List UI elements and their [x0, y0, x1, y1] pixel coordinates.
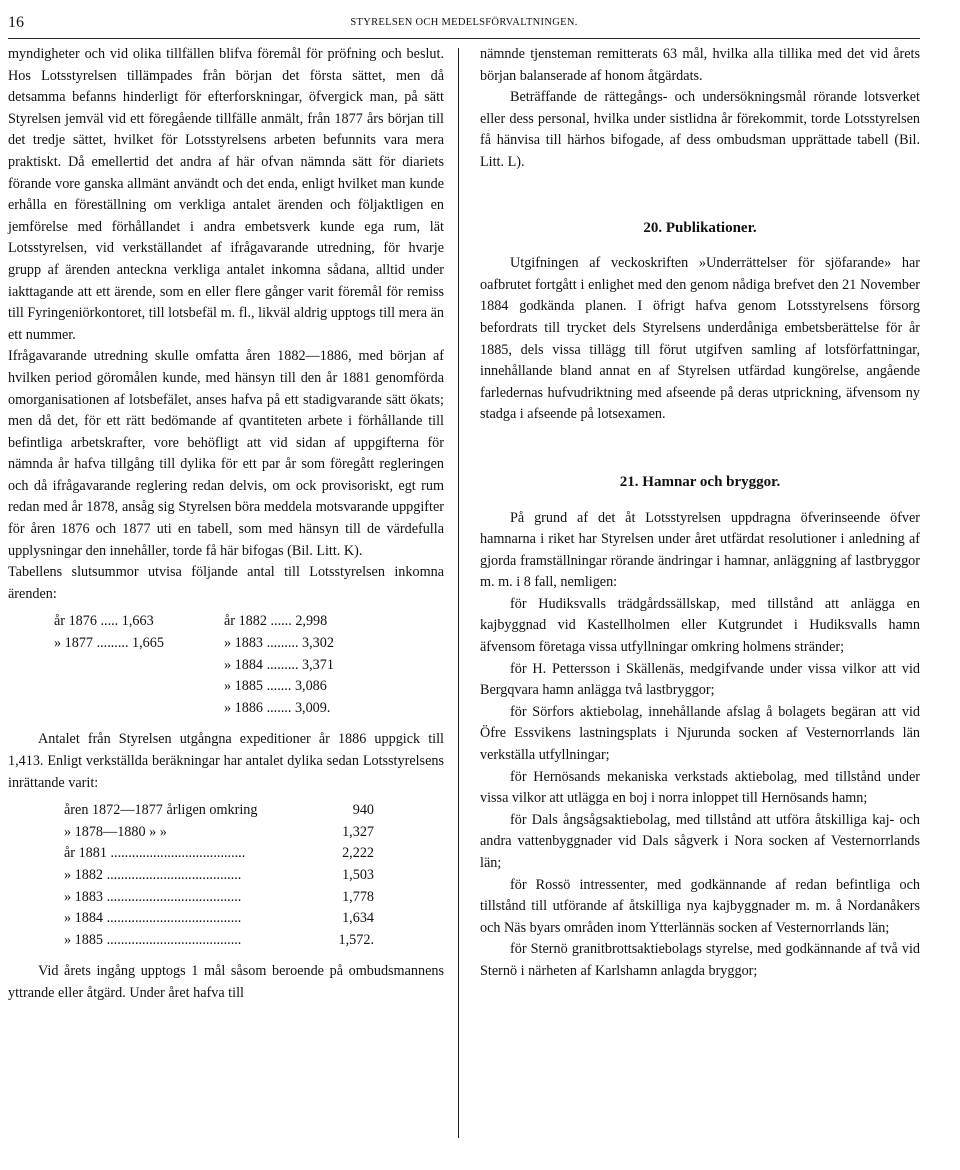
cases-cell: » 1886 ....... 3,009. — [224, 699, 331, 716]
right-column — [480, 44, 920, 983]
cases-cell-empty — [54, 655, 224, 677]
cases-cell: år 1882 ...... 2,998 — [224, 613, 328, 630]
list-item: för Sörfors aktiebolag, innehållande afslag å bolagets begäran att vid Öfre Essvikens lastningsplats i Njurunda socken af Vesternorrlands län verkställa utfyllningar; — [480, 703, 920, 764]
expeditions-label: » 1884 ...................................... — [64, 910, 242, 927]
left-paragraph-4: Antalet från Styrelsen utgångna expeditioner år 1886 uppgick till 1,413. Enligt verkställda beräkningar har antalet dylika sedan Lotsstyrelsens inrättande varit: — [8, 731, 444, 791]
right-paragraph-3: Utgifningen af veckoskriften »Underrättelser för sjöfarande» har oafbrutet fortgått i enlighet med den genom nådiga brefvet den 21 November 1884 godkända planen. I öfrigt hafva genom Lotsstyrelsens försorg befordrats till trycket dels Styrelsens underdåniga embetsberättelse för år 1885, dels vissa tillägg till förut utgifven samling af lotsförfattningar, innehållande bland annat en af Styrelsen utfärdad kungörelse, angående farledernas hufvudriktning med afseende på deras utprickning, äfvensom ny stadga i afseende på lotsexamen. — [480, 255, 920, 423]
left-column — [8, 44, 444, 1005]
right-paragraph-1: nämnde tjensteman remitterats 63 mål, hvilka alla tillika med det vid årets början balanserade af honom åtgärdats. — [480, 46, 920, 84]
expeditions-label: » 1883 ...................................... — [64, 888, 242, 905]
expeditions-value: 1,634 — [342, 910, 374, 927]
expeditions-label: åren 1872—1877 årligen omkring — [64, 802, 258, 819]
expeditions-label: år 1881 ...................................... — [64, 845, 246, 862]
expeditions-value: 1,327 — [342, 823, 374, 840]
expeditions-value: 1,778 — [342, 888, 374, 905]
list-item: för H. Pettersson i Skällenäs, medgifvande under vissa vilkor att vid Bergqvara hamn anlägga två lastbryggor; — [480, 660, 920, 699]
expeditions-row — [64, 930, 374, 952]
cases-cell-empty — [54, 676, 224, 698]
cases-cell-empty — [54, 698, 224, 720]
right-paragraph-2: Beträffande de rättegångs- och undersökningsmål rörande lotsverket eller dess personal, hvilka under sistlidna år förekommit, torde Lotsstyrelsen få hänvisa till härhos bifogade, af dess ombudsman upprättade tabell (Bil. Litt. L). — [480, 89, 920, 170]
expeditions-row — [64, 822, 374, 844]
list-item: för Dals ångsågsaktiebolag, med tillstånd att utföra åtskilliga kaj- och andra vattenbyggnader vid Dals sågverk i Nora socken af Vesternorrlands län; — [480, 811, 920, 871]
list-item: för Rossö intressenter, med godkännande af redan befintliga och tillstånd till utförande af åtskilliga nya kajbyggnader m. m. å Nordanåkers och Näs byars områden inom Ytterlännäs socken af Vesternorrlands län; — [480, 876, 920, 936]
expeditions-row — [64, 843, 374, 865]
list-item: för Hudiksvalls trädgårdssällskap, med tillstånd att anlägga en kajbyggnad vid Kastellholmen eller Kutgrundet i Hudiksvalls hamn äfvensom företaga vissa utfyllningar omkring holmens stränder; — [480, 595, 920, 656]
cases-cell: » 1884 ......... 3,371 — [224, 656, 334, 673]
left-paragraph-3: Tabellens slutsummor utvisa följande antal till Lotsstyrelsen inkomna ärenden: — [8, 564, 444, 602]
expeditions-row — [64, 908, 374, 930]
left-paragraph-5: Vid årets ingång upptogs 1 mål såsom beroende på ombudsmannens yttrande eller åtgärd. Under året hafva till — [8, 963, 444, 1001]
expeditions-label: » 1882 ...................................... — [64, 866, 242, 883]
page-header — [8, 14, 920, 36]
cases-cell: år 1876 ..... 1,663 — [54, 613, 154, 630]
cases-cell: » 1885 ....... 3,086 — [224, 678, 327, 695]
expeditions-value: 1,503 — [342, 866, 374, 883]
expeditions-label: » 1878—1880 » » — [64, 823, 167, 840]
left-paragraph-2: Ifrågavarande utredning skulle omfatta åren 1882—1886, med början af hvilken period göromålen kunde, med hänsyn till den år 1881 genomförda omorganisationen af lotsbefälet, anses hafva på ett stadigvarande sätt ökats; men då det, för ett rätt bedömande af qvantiteten arbete i förhållande till befintliga arbetskrafter, vore behöfligt att vid sidan af uppgifterna för nämnda år hafva tillgång till dylika för ett par år som föregått regleringen och då ifrågavarande reglering redan delvis, om ock provisoriskt, egt rum redan med år 1878, ansåg sig Styrelsen böra meddela motsvarande uppgifter för åren 1876 och 1877 uti en tabell, som med hänsyn till de värdefulla upplysningar den innehåller, torde få här bifogas (Bil. Litt. K). — [8, 348, 444, 559]
cases-cell: » 1877 ......... 1,665 — [54, 635, 164, 652]
expeditions-label: » 1885 ...................................... — [64, 931, 242, 948]
expeditions-table — [64, 800, 444, 951]
running-head: STYRELSEN OCH MEDELSFÖRVALTNINGEN. — [350, 17, 578, 28]
column-divider — [458, 48, 459, 1138]
expeditions-row — [64, 800, 374, 822]
cases-table — [54, 611, 444, 719]
page-number: 16 — [8, 14, 24, 31]
expeditions-row — [64, 887, 374, 909]
section-heading-publications: 20. Publikationer. — [643, 219, 757, 236]
right-paragraph-4: På grund af det åt Lotsstyrelsen uppdragna öfverinseende öfver hamnarna i riket har Styrelsen under året utfärdat resolutioner i anledning af gjorda framställningar rörande ändringar i hamnar, anläggning af lastbryggor m. m. i 8 fall, nemligen: — [480, 509, 920, 591]
header-rule — [8, 38, 920, 39]
expeditions-row — [64, 865, 374, 887]
list-item: för Sternö granitbrottsaktiebolags styrelse, med godkännande af två vid Sternö i närheten af Karlshamn anlagda bryggor; — [480, 941, 920, 979]
section-heading-harbours: 21. Hamnar och bryggor. — [619, 473, 781, 490]
expeditions-value: 940 — [352, 802, 374, 819]
cases-cell: » 1883 ......... 3,302 — [224, 635, 334, 652]
expeditions-value: 1,572. — [338, 931, 374, 948]
left-paragraph-1: myndigheter och vid olika tillfällen blifva föremål för pröfning och beslut. Hos Lotsstyrelsen tillämpades från början det första sättet, men då detsamma befanns hinderligt för efterforskningar, öfvergick man, på sätt Styrelsen jemväl vid ett föregående tillfälle anmält, från 1877 års början till det tredje sättet, hvilket för Lotsstyrelsens arbeten befunnits vara mera praktiskt. Då emellertid det andra af här ofvan nämnda sätt för diariets förande vore ganska allmänt användt och det enda, enligt hvilket man kunde erhålla en föreställning om verkliga antalet ärenden och följaktligen en jemförelse med förhållandet i andra embetsverk kunde ega rum, lät Lotsstyrelsen, vid verkställandet af ifrågavarande utredning, för hvarje grupp af ärenden anteckna verkliga antalet inkomna sådana, alltid under iakttagande att ett ärende, som en eller flere gånger varit föremål för remiss till Fyringeniörkontoret, till lotsbefäl m. fl., likväl aldrig upptogs till mera än ett nummer. — [8, 46, 444, 343]
expeditions-value: 2,222 — [342, 845, 374, 862]
list-item: för Hernösands mekaniska verkstads aktiebolag, med tillstånd under vissa vilkor att utlägga en boj i norra inloppet till Hernösands hamn; — [480, 768, 920, 807]
